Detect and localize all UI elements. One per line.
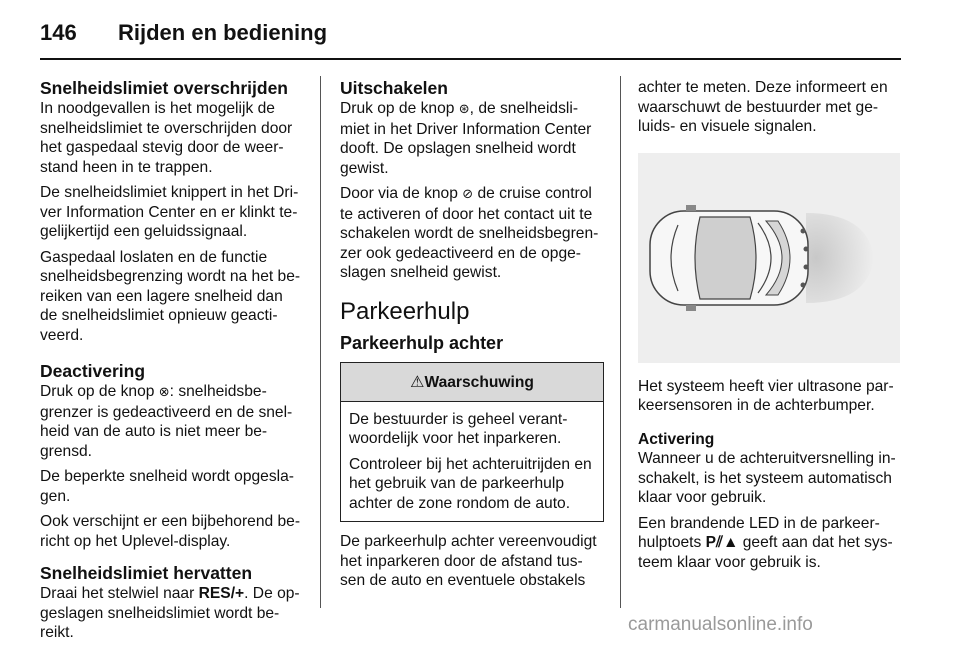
paragraph: In noodgevallen is het mogelijk de snelheidslimiet te overschrijden door het gaspedaal stevig door de weer-stand heen in te trappen. bbox=[40, 100, 293, 176]
warning-paragraph: De bestuurder is geheel verant-woordelijk voor het inparkeren. bbox=[349, 410, 568, 447]
paragraph: Gaspedaal loslaten en de functie snelheidsbegrenzing wordt na het be-reiken van een lagere snelheid dan de snelheidslimiet opnieuw geacti-veerd. bbox=[40, 248, 301, 344]
header-rule bbox=[40, 58, 901, 60]
heading-snelheidslimiet-overschrijden: Snelheidslimiet overschrijden bbox=[40, 78, 288, 98]
warning-icon: ⚠ bbox=[410, 371, 425, 391]
paragraph: De parkeerhulp achter vereenvoudigt het inparkeren door de afstand tus-sen de auto en eventuele obstakels bbox=[340, 533, 597, 589]
paragraph: achter te meten. Deze informeert en waarschuwt de bestuurder met ge-luids- en visuele signalen. bbox=[638, 79, 888, 135]
parking-assist-button-icon: P⫽▲ bbox=[705, 534, 739, 551]
paragraph: Draai het stelwiel naar RES/+. De op-geslagen snelheidslimiet wordt be-reikt. bbox=[40, 585, 300, 641]
warning-body bbox=[341, 402, 603, 522]
warning-paragraph: Controleer bij het achteruitrijden en het gebruik van de parkeerhulp achter de zone rondom de auto. bbox=[349, 455, 592, 512]
paragraph: De beperkte snelheid wordt opgesla-gen. bbox=[40, 468, 294, 505]
paragraph: Ook verschijnt er een bijbehorend be-richt op het Uplevel-display. bbox=[40, 513, 301, 550]
sensor-zone bbox=[806, 213, 874, 303]
heading-parkeerhulp: Parkeerhulp bbox=[340, 297, 470, 325]
column-2 bbox=[340, 78, 604, 597]
heading-snelheidslimiet-hervatten: Snelheidslimiet hervatten bbox=[40, 563, 253, 583]
limiter-icon: ⊛ bbox=[458, 102, 470, 117]
paragraph: De snelheidslimiet knippert in het Dri-ver Information Center en er klinkt te-gelijkertijd een geluidssignaal. bbox=[40, 184, 299, 240]
parking-sensor-illustration bbox=[638, 153, 900, 363]
paragraph: Wanneer u de achteruitversnelling in-schakelt, is het systeem automatisch klaar voor gebruik. bbox=[638, 450, 896, 506]
warning-title: Waarschuwing bbox=[424, 373, 534, 391]
cruise-control-icon: ⊘ bbox=[462, 187, 474, 202]
heading-parkeerhulp-achter: Parkeerhulp achter bbox=[340, 332, 504, 353]
watermark: carmanualsonline.info bbox=[628, 614, 813, 635]
column-divider bbox=[620, 76, 621, 608]
page-header bbox=[40, 14, 901, 54]
car-top-view bbox=[650, 205, 808, 311]
page-title: Rijden en bediening bbox=[118, 20, 328, 45]
heading-deactivering: Deactivering bbox=[40, 361, 146, 381]
warning-header bbox=[341, 363, 603, 402]
res-plus-label: RES/+ bbox=[198, 585, 245, 602]
paragraph: Druk op de knop ⊛, de snelheidsli-miet in het Driver Information Center dooft. De opslagen snelheid wordt gewist. bbox=[340, 100, 592, 177]
page-number: 146 bbox=[40, 20, 77, 45]
column-divider bbox=[320, 76, 321, 608]
paragraph: Het systeem heeft vier ultrasone par-keersensoren in de achterbumper. bbox=[638, 377, 894, 414]
paragraph: Een brandende LED in de parkeer-hulptoets P⫽▲ geeft aan dat het sys-teem klaar voor gebruik is. bbox=[638, 514, 893, 571]
paragraph: Druk op de knop ⊗: snelheidsbe-grenzer is gedeactiveerd en de snel-heid van de auto is niet meer be-grensd. bbox=[40, 383, 293, 460]
heading-uitschakelen: Uitschakelen bbox=[340, 78, 448, 98]
limiter-off-icon: ⊗ bbox=[158, 385, 170, 400]
paragraph: Door via de knop ⊘ de cruise control te activeren of door het contact uit te schakelen wordt de snelheidsbegren-zer ook gedeactiveerd en de opge-slagen snelheid gewist. bbox=[340, 185, 599, 281]
heading-activering: Activering bbox=[638, 430, 715, 448]
warning-box bbox=[340, 362, 604, 523]
column-1 bbox=[40, 78, 304, 649]
column-3 bbox=[638, 78, 904, 578]
